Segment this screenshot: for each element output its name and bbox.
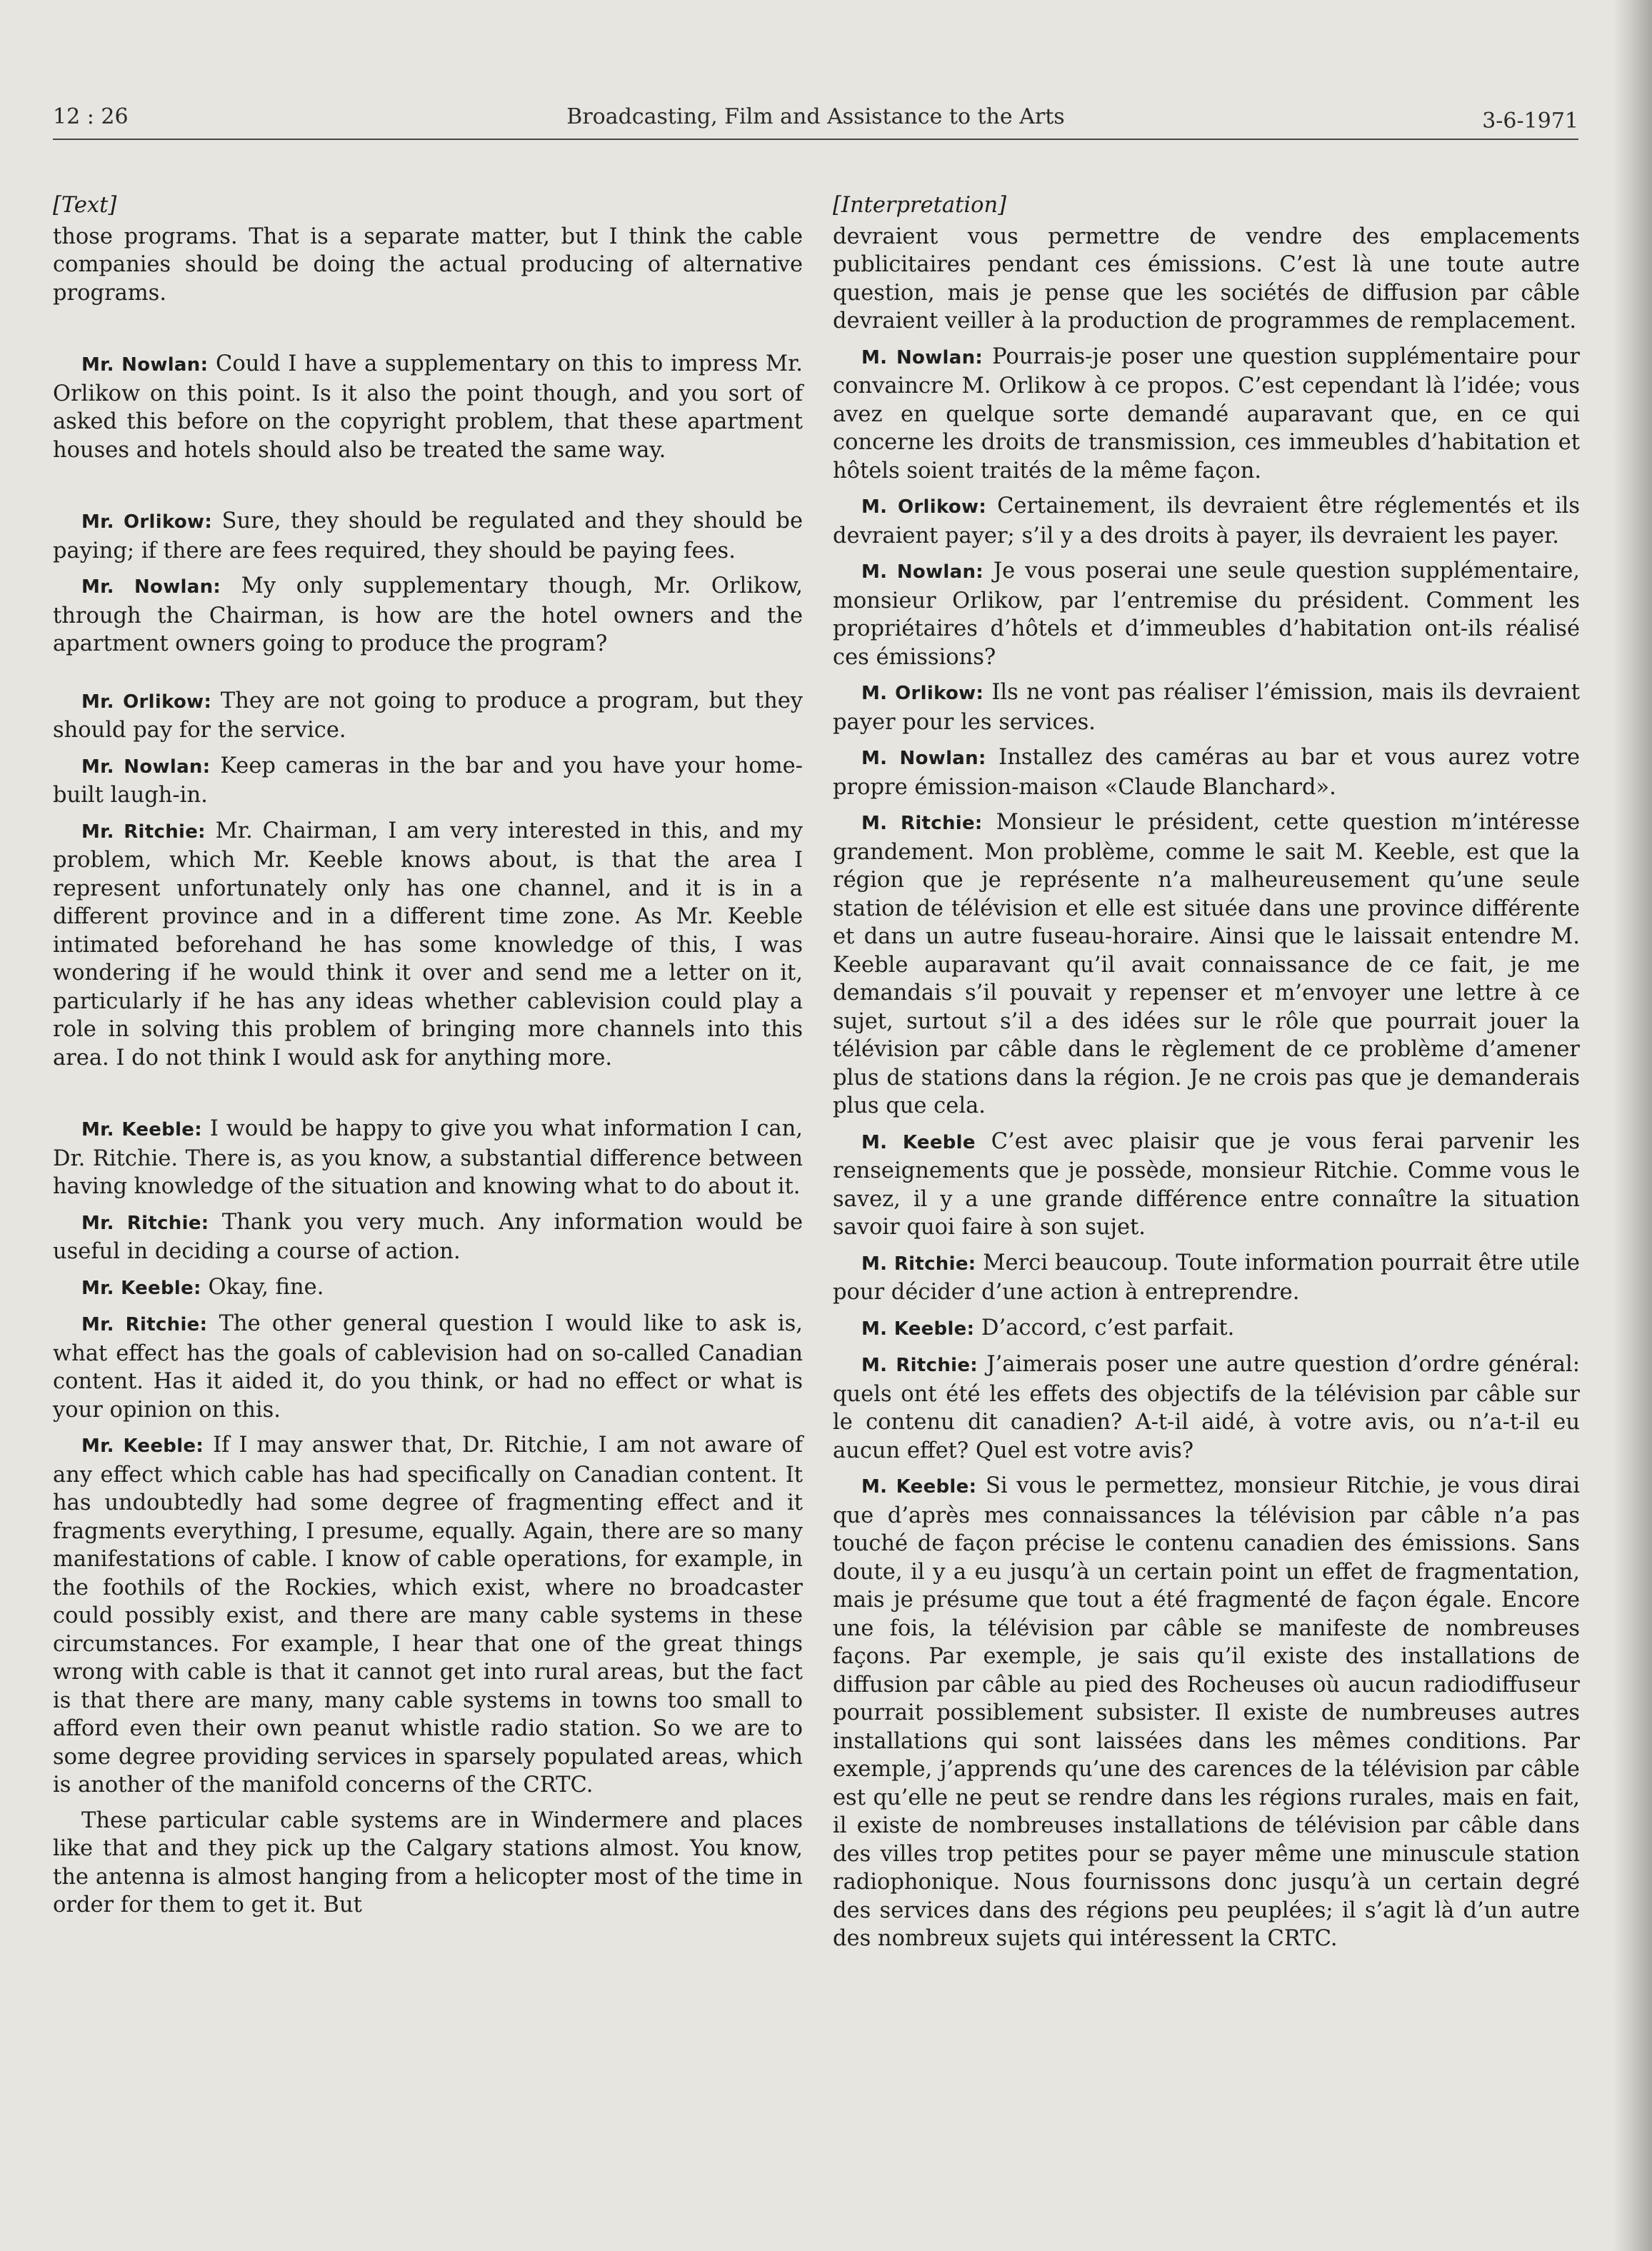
paragraph-text: Merci beaucoup. Toute information pourrait être utile pour décider d’une action à entreprendre.: [833, 1250, 1580, 1305]
paragraph-text: If I may answer that, Dr. Ritchie, I am not aware of any effect which cable has had specifically on Canadian content. It has undoubtedly had some degree of fragmenting effect and it fragments everything, I presume, equally. Again, there are so many manifestations of cable. I know of cable operations, for example, in the foothils of the Rockies, which exist, where no broadcaster could possibly exist, and there are many cable systems in these circumstances. For example, I hear that one of the great things wrong with cable is that it cannot get into rural areas, but the fact is that there are many, many cable systems in towns too small to afford even their own peanut whistle radio station. So we are to some degree providing services in sparsely populated areas, which is another of the manifold concerns of the CRTC.: [53, 1433, 804, 1798]
paragraph: [53, 1208, 803, 1266]
paragraph: [833, 1350, 1580, 1465]
paragraph: [833, 1249, 1580, 1307]
paragraph-text: Monsieur le président, cette question m’intéresse grandement. Mon problème, comme le sait M. Keeble, est que la région que je représente n’a malheureusement qu’une seule station de télévision et elle est située dans une province différente et dans un autre fuseau-horaire. Ainsi que le laissait entendre M. Keeble auparavant qu’il avait connaissance de ce fait, je me demandais s’il pouvait y repenser et m’envoyer une lettre à ce sujet, surtout s’il a des idées sur le rôle que pourrait jouer la télévision par câble dans le règlement de ce problème d’amener plus de stations dans la région. Je ne crois pas que je demanderais plus que cela.: [833, 810, 1580, 1118]
speaker-name: M. Orlikow:: [861, 683, 984, 704]
speaker-name: Mr. Ritchie:: [81, 1314, 208, 1335]
paragraph: [833, 223, 1580, 336]
speaker-name: Mr. Nowlan:: [81, 756, 211, 778]
page-edge-shadow: [1613, 0, 1652, 2251]
speaker-name: M. Nowlan:: [861, 346, 983, 369]
paragraph: [53, 350, 803, 464]
paragraph-text: My only supplementary though, Mr. Orlikow, through the Chairman, is how are the hotel owners and the apartment owners going to produce the program?: [53, 573, 803, 656]
paragraph: [53, 1807, 803, 1920]
paragraph-text: Sure, they should be regulated and they should be paying; if there are fees required, they should be paying fees.: [53, 508, 803, 563]
paragraph: [833, 1314, 1580, 1344]
speaker-name: Mr. Ritchie:: [81, 821, 206, 843]
header-date: 3-6-1971: [1482, 109, 1578, 134]
speaker-name: Mr. Keeble:: [81, 1277, 201, 1299]
french-column: [833, 191, 1580, 1960]
paragraph-text: These particular cable systems are in Windermere and places like that and they pick up the Calgary stations almost. You know, the antenna is almost hanging from a helicopter most of the time in order for them to get it. But: [53, 1808, 803, 1917]
speaker-name: M. Nowlan:: [861, 748, 986, 769]
paragraph: [53, 223, 803, 308]
paragraph-text: Mr. Chairman, I am very interested in this, and my problem, which Mr. Keeble knows about, is that the area I represent unfortunately only has one channel, and it is in a different province and in a different time zone. As Mr. Keeble intimated beforehand he has some knowledge of this, I was wondering if he would think it over and send me a letter on it, particularly if he has any ideas whether cablevision could play a role in solving this problem of bringing more channels into this area. I do not think I would ask for anything more.: [53, 818, 803, 1071]
paragraph: [53, 1431, 803, 1800]
speaker-name: Mr. Orlikow:: [81, 511, 213, 533]
paragraph-text: devraient vous permettre de vendre des emplacements publicitaires pendant ces émissions. C’est là une toute autre question, mais je pense que les sociétés de diffusion par câble devraient veiller à la production de programmes de remplacement.: [833, 224, 1580, 334]
speaker-name: Mr. Orlikow:: [81, 691, 212, 713]
paragraph-text: D’accord, c’est parfait.: [981, 1315, 1235, 1340]
speaker-name: M. Ritchie:: [861, 813, 983, 834]
speaker-name: Mr. Ritchie:: [81, 1212, 209, 1234]
paragraph-text: Ils ne vont pas réaliser l’émission, mais ils devraient payer pour les services.: [833, 680, 1580, 735]
running-header: [53, 104, 1578, 136]
paragraph: [53, 1273, 803, 1303]
paragraph: [53, 752, 803, 810]
paragraph-text: They are not going to produce a program, but they should pay for the service.: [53, 688, 804, 743]
paragraph-text: Thank you very much. Any information would be useful in deciding a course of action.: [53, 1209, 803, 1264]
paragraph: [833, 1128, 1580, 1242]
paragraph: [53, 572, 803, 658]
paragraph: [53, 1310, 803, 1424]
speaker-name: Mr. Nowlan:: [81, 354, 209, 376]
paragraph-text: Certainement, ils devraient être réglementés et ils devraient payer; s’il y a des droits à payer, ils devraient les payer.: [833, 493, 1580, 548]
paragraph-text: Pourrais-je poser une question supplémentaire pour convaincre M. Orlikow à ce propos. C’est cependant là l’idée; vous avez en quelque sorte demandé auparavant que, en ce qui concerne les droits de transmission, ces immeubles d’habitation et hôtels soient traités de la même façon.: [833, 344, 1581, 483]
paragraph-text: Installez des caméras au bar et vous aurez votre propre émission-maison «Claude Blanchard».: [833, 745, 1580, 800]
speaker-name: M. Keeble:: [861, 1318, 975, 1340]
speaker-name: M. Orlikow:: [861, 496, 987, 518]
paragraph-text: The other general question I would like to ask is, what effect has the goals of cablevision had on so-called Canadian content. Has it aided it, do you think, or had no effect or what is your opinion on this.: [53, 1311, 804, 1423]
paragraph-text: those programs. That is a separate matter, but I think the cable companies should be doing the actual producing of alternative programs.: [53, 224, 803, 306]
paragraph-text: Could I have a supplementary on this to impress Mr. Orlikow on this point. Is it also the point though, and you sort of asked this before on the copyright problem, that these apartment houses and hotels should also be treated the same way.: [53, 351, 803, 463]
speaker-name: M. Keeble: [861, 1131, 976, 1153]
paragraph: [53, 817, 803, 1073]
paragraph: [833, 343, 1580, 486]
speaker-name: Mr. Keeble:: [81, 1435, 204, 1457]
header-rule: [53, 139, 1578, 140]
header-title: Broadcasting, Film and Assistance to the Arts: [566, 104, 1065, 129]
column-label-interpretation: [Interpretation]: [833, 193, 1006, 218]
speaker-name: M. Ritchie:: [861, 1253, 976, 1275]
page-number: 12 : 26: [53, 104, 129, 129]
paragraph: [833, 743, 1580, 801]
paragraph-text: Si vous le permettez, monsieur Ritchie, je vous dirai que d’après mes connaissances la télévision par câble n’a pas touché de façon précise le contenu canadien des émissions. Sans doute, il y a eu jusqu’à un certain point un effet de fragmentation, mais je présume que tout a été fragmenté de façon égale. Encore une fois, la télévision par câble se manifeste de nombreuses façons. Par exemple, je sais qu’il existe des installations de diffusion par câble au pied des Rocheuses où aucun radiodiffuseur pourrait possiblement subsister. Il existe de numbreuses autres installations qui sont laissées dans les mêmes conditions. Par exemple, j’apprends qu’une des carences de la télévision par câble est qu’elle ne peut se rendre dans les régions rurales, mais en fait, il existe de nombreuses installations de télévision par câble dans des villes trop petites pour se payer même une minuscule station radiophonique. Nous fournissons donc jusqu’à un certain degré des services dans des régions peu peuplées; il s’agit là d’un autre des nombreux sujets qui intéressent la CRTC.: [833, 1473, 1580, 1951]
english-column: [53, 191, 803, 1927]
speaker-name: M. Keeble:: [861, 1476, 977, 1498]
paragraph: [53, 687, 803, 745]
paragraph: [833, 808, 1580, 1121]
paragraph-text: Keep cameras in the bar and you have your home-built laugh-in.: [53, 753, 803, 808]
paragraph-text: Je vous poserai une seule question supplémentaire, monsieur Orlikow, par l’entremise du président. Comment les propriétaires d’hôtels et d’immeubles d’habitation ont-ils réalisé ces émissions?: [833, 558, 1580, 670]
paragraph: [833, 678, 1580, 736]
paragraph: [53, 1115, 803, 1201]
paragraph: [53, 507, 803, 565]
speaker-name: M. Nowlan:: [861, 561, 983, 583]
paragraph: [833, 557, 1580, 671]
column-label-text: [Text]: [53, 193, 117, 218]
paragraph: [833, 492, 1580, 550]
paragraph: [833, 1472, 1580, 1953]
speaker-name: Mr. Keeble:: [81, 1119, 202, 1140]
paragraph-text: I would be happy to give you what information I can, Dr. Ritchie. There is, as you know, a substantial difference between having knowledge of the situation and knowing what to do about it.: [53, 1116, 803, 1199]
speaker-name: M. Ritchie:: [861, 1355, 978, 1376]
paragraph-text: Okay, fine.: [208, 1274, 324, 1300]
paragraph-text: J’aimerais poser une autre question d’ordre général: quels ont été les effets des objectifs de la télévision par câble sur le contenu dit canadien? A-t-il aidé, à votre avis, ou n’a-t-il eu aucun effet? Quel est votre avis?: [833, 1352, 1580, 1463]
speaker-name: Mr. Nowlan:: [81, 576, 221, 598]
paragraph-text: C’est avec plaisir que je vous ferai parvenir les renseignements que je possède, monsieur Ritchie. Comme vous le savez, il y a une grande différence entre connaître la situation savoir quoi faire à son sujet.: [833, 1128, 1580, 1240]
